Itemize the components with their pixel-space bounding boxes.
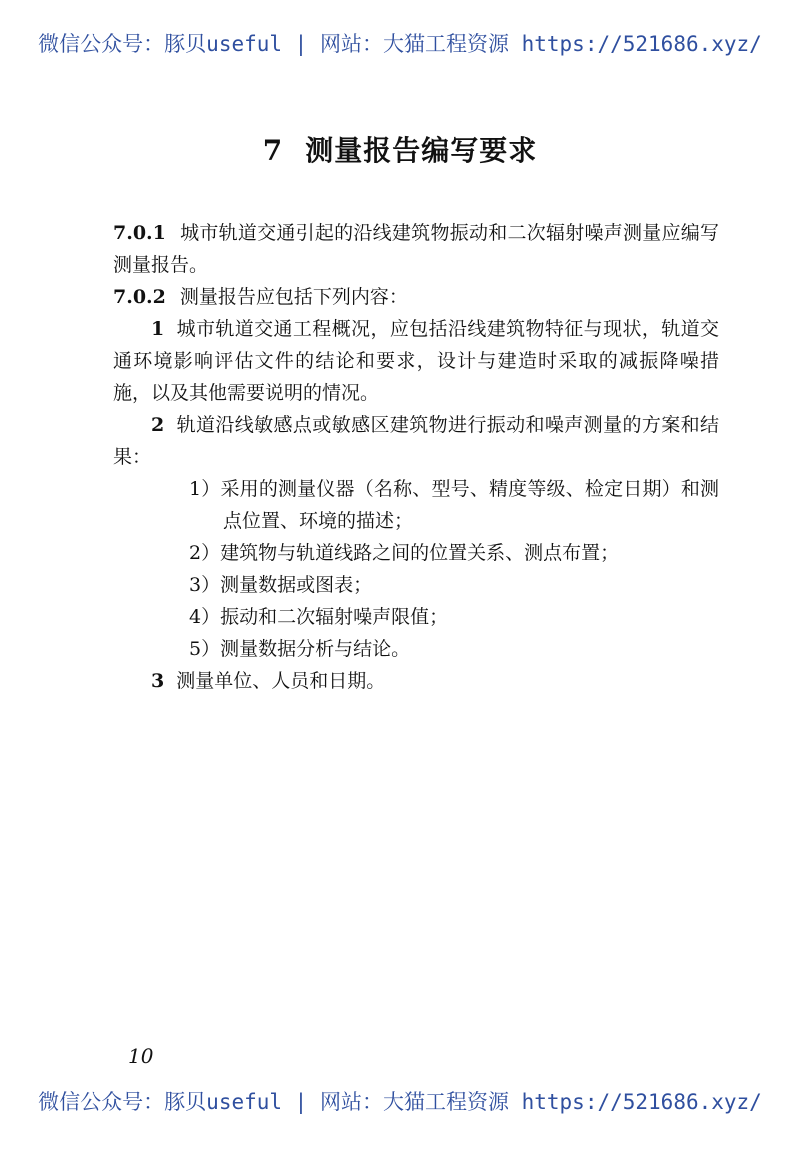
clause-text: 测量报告应包括下列内容： [179, 286, 408, 308]
item-1 [113, 313, 719, 409]
chapter-number: 7 [262, 134, 284, 167]
subitem-1: 1）采用的测量仪器（名称、型号、精度等级、检定日期）和测点位置、环境的描述； [189, 478, 719, 532]
chapter-title [0, 133, 800, 169]
subitem-5: 5）测量数据分析与结论。 [189, 638, 411, 660]
document-body [113, 217, 719, 697]
subitem-4: 4）振动和二次辐射噪声限值； [189, 606, 449, 628]
clause-text: 城市轨道交通引起的沿线建筑物振动和二次辐射噪声测量应编写测量报告。 [113, 222, 719, 276]
watermark-bottom: 微信公众号：豚贝useful | 网站：大猫工程资源 https://521686.xyz/ [38, 1090, 762, 1114]
item-text: 轨道沿线敏感点或敏感区建筑物进行振动和噪声测量的方案和结果： [113, 414, 719, 468]
chapter-title-text: 测量报告编写要求 [305, 134, 538, 167]
item-3 [113, 665, 719, 697]
item-number: 1 [151, 318, 165, 340]
item-number: 2 [151, 414, 165, 436]
clause-number: 7.0.2 [113, 286, 166, 308]
item-text: 测量单位、人员和日期。 [176, 670, 386, 692]
watermark-top: 微信公众号：豚贝useful | 网站：大猫工程资源 https://521686.xyz/ [38, 32, 762, 56]
item-2 [113, 409, 719, 473]
clause-7-0-2 [113, 281, 719, 313]
clause-number: 7.0.1 [113, 222, 166, 244]
subitem-3: 3）测量数据或图表； [189, 574, 373, 596]
subitem-2: 2）建筑物与轨道线路之间的位置关系、测点布置； [189, 542, 620, 564]
page-number: 10 [128, 1044, 154, 1068]
item-text: 城市轨道交通工程概况，应包括沿线建筑物特征与现状，轨道交通环境影响评估文件的结论和要求，设计与建造时采取的减振降噪措施，以及其他需要说明的情况。 [113, 318, 719, 404]
item-number: 3 [151, 670, 165, 692]
clause-7-0-1 [113, 217, 719, 281]
